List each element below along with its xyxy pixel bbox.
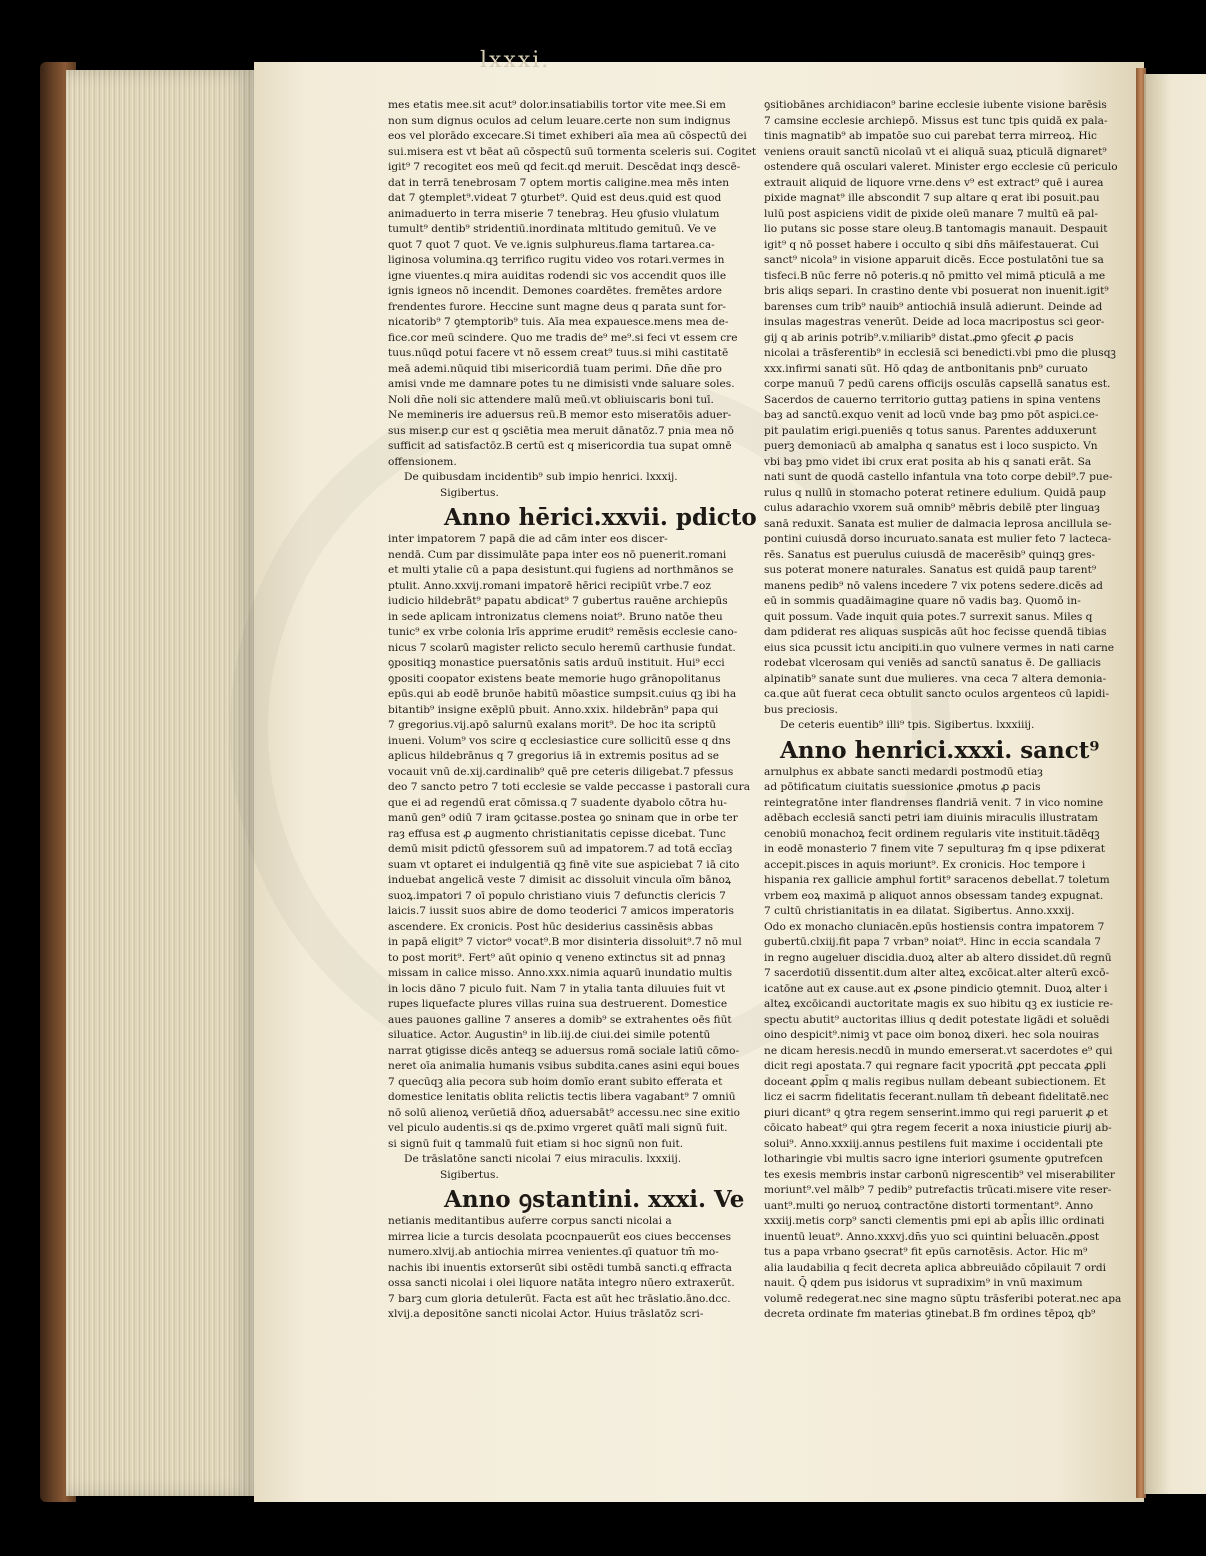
text-line: 7 gregorius.vij.apō salurnū exalans morit⁹. De hoc ita scriptū <box>388 719 717 731</box>
text-line: vbi baȝ pmo videt ibi crux erat posita ab his q sanati erāt. Sa <box>764 455 1092 468</box>
text-line: tisfeci.B nūc ferre nō poteris.q nō pmitto vel mimā pticulā a me <box>764 269 1106 282</box>
text-line: ca.que aūt fuerat ceca obtulit sancto oculos argenteos cū lapidi- <box>764 688 1110 700</box>
text-line: Sacerdos de cauerno territorio guttaȝ patiens in spina ventens <box>764 393 1101 406</box>
text-line: barenses cum trib⁹ nauib⁹ antiochiā insulā adierunt. Deinde ad <box>764 300 1103 313</box>
text-line: 7 barꝫ cum gloria detulerūt. Facta est aūt hec trāslatio.āno.dcc. <box>388 1292 731 1305</box>
text-line: rēs. Sanatus est puerulus cuiusdā de macerēsib⁹ quinqꝫ gres- <box>764 548 1096 561</box>
text-line: accepit.pisces in aquis moriunt⁹. Ex cronicis. Hoc tempore i <box>764 858 1086 871</box>
text-line: nicus 7 scolarū magister relicto seculo heremū carthusie fundat. <box>388 641 736 654</box>
text-line: ad pōtificatum ciuitatis suessionice ꝓmotus ꝓ pacis <box>764 781 1041 793</box>
text-line: decreta ordinate fm materias ꝯtinebat.B fm ordines tēpoꝝ qb⁹ <box>764 1308 1096 1320</box>
text-line: sanct⁹ nicola⁹ in visione apparuit dicēs. Ecce postulatōni tue sa <box>764 254 1104 266</box>
text-line: suam vt optaret ei indulgentiā qꝫ finē vite sue aspiciebat 7 iā cito <box>388 858 740 871</box>
text-line: dicit regi apostata.7 qui regnare facit ypocritā ꝓpt peccata ꝓpli <box>764 1060 1107 1072</box>
text-line: bus preciosis. <box>764 703 838 716</box>
chapter-heading: Anno ꝯstantini. xxxi. Ve <box>444 1186 745 1213</box>
text-line: nati sunt de quodā castello infantula vna toto corpe debil⁹.7 pue- <box>764 471 1113 483</box>
text-line: eos vel plorādo excecare.Si timet exhiberi aīa mea aū cōspectū dei <box>388 130 747 142</box>
text-line: culus adarachio vxorem suā omnib⁹ mēbris debilē pter linguaȝ <box>764 502 1100 514</box>
text-line: ne dicam heresis.necdū in mundo emerserat.vt sacerdotes e⁹ qui <box>764 1044 1113 1057</box>
text-line: numero.xlvij.ab antiochia mirrea venientes.qī quatuor tm̄ mo- <box>388 1246 719 1258</box>
text-line: lotharingie vbi multis sacro igne interiori ꝯsumente ꝯputrefcen <box>764 1153 1103 1165</box>
text-line: raȝ effusa est ꝓ augmento christianitatis cepisse dicebat. Tunc <box>388 827 726 840</box>
text-line: eius sica pcussit ictu ancipiti.in quo vulnere vermes in nati carne <box>764 641 1115 654</box>
text-line: corpe manuū 7 pedū carens officijs osculās capsellā sanatus est. <box>764 378 1111 390</box>
chapter-rubric: De quibusdam incidentib⁹ sub impio henrici. lxxxij. <box>404 471 678 483</box>
text-line: lio putans sic posse stare oleuȝ.B tantomagis manauit. Despauit <box>764 223 1108 235</box>
text-line: eū in sommis quadāimagine quare nō vadis baȝ. Quomō in- <box>764 595 1081 607</box>
text-line: fice.cor meū scindere. Quo me tradis de⁹ me⁹.si feci vt essem cre <box>388 331 738 344</box>
text-line: 7 cultū christianitatis in ea dilatat. Sigibertus. Anno.xxxij. <box>764 905 1075 917</box>
text-line: ignis igneos nō incendit. Demones coardētes. fremētes ardore <box>388 285 722 297</box>
facing-page-edge <box>1144 74 1206 1494</box>
text-line: et multi ytalie cū a papa desistunt.qui fugiens ad northmānos se <box>388 564 734 576</box>
text-line: inueni. Volum⁹ vos scire q ecclesiastice cure sollicitū esse q dns <box>388 734 731 747</box>
text-line: in locis dāno 7 piculo fuit. Nam 7 in ytalia tanta diluuies fuit vt <box>388 982 726 995</box>
text-line: doceant ꝓpl̄m q malis regibus nullam debeant subiectionem. Et <box>764 1075 1106 1088</box>
text-line: epūs.qui ab eodē brunōe habitū mōastice sumpsit.cuius qꝫ ibi ha <box>388 688 737 700</box>
text-line: missam in calice misso. Anno.xxx.nimia aquarū inundatio multis <box>388 967 733 979</box>
text-line: liginosa volumina.qꝫ terrifico rugitu video vos rotari.vermes in <box>388 254 725 266</box>
text-line: nauit. Q̄ qdem pus isidorus vt supradixim⁹ in vnū maximum <box>764 1277 1083 1289</box>
text-line: to post morit⁹. Fert⁹ aūt opinio q veneno extinctus sit ad pnnaȝ <box>388 951 726 964</box>
text-line: narrat ꝯtigisse dicēs anteqꝫ se aduersus romā sociale latiū cōmo- <box>388 1044 740 1057</box>
text-line: que ei ad regendū erat cōmissa.q 7 suadente dyabolo cōtra hu- <box>388 796 727 809</box>
left-text-block-1 <box>388 98 757 470</box>
text-line: ꝯpositi coopator existens beate memorie hugo grānopolitanus <box>388 672 721 685</box>
text-line: sui.misera est vt bēat aū cōspectū suū tormenta sceleris sui. Cogitet <box>388 145 757 158</box>
text-line: rodebat vlcerosam qui veniēs ad sanctū sanatus ē. De galliacis <box>764 657 1101 669</box>
text-line: ꝑiuri dicant⁹ q ꝯtra regem senserint.immo qui regi paruerit ꝓ et <box>764 1106 1109 1119</box>
text-line: manū gen⁹ odiū 7 iram ꝯcitasse.postea ꝯo sninam que in orbe ter <box>388 812 738 824</box>
text-line: icatōne aut ex cause.aut ex ꝓsone pindicio ꝯtemnit. Duoꝝ alter i <box>764 982 1108 995</box>
text-line: nicatorib⁹ 7 ꝯtemptorib⁹ tuis. Aīa mea expauesce.mens mea de- <box>388 316 729 328</box>
text-line: tuus.nūqd potui facere vt nō essem creat⁹ tuus.si mihi castitatē <box>388 347 729 359</box>
text-line: dat 7 ꝯtemplet⁹.videat 7 ꝯturbet⁹. Quid est deus.quid est quod <box>388 192 722 204</box>
text-line: netianis meditantibus auferre corpus sancti nicolai a <box>388 1215 672 1227</box>
text-line: domestice lenitatis oblita relictis tectis libera vagabant⁹ 7 omniū <box>388 1091 736 1103</box>
text-line: tus a papa vrbano ꝯsecrat⁹ fit epūs carnotēsis. Actor. Hic m⁹ <box>764 1246 1088 1258</box>
text-line: siluatice. Actor. Augustin⁹ in lib.iij.de ciui.dei simile potentū <box>388 1029 711 1041</box>
text-line: vel piculo audentis.si qs de.pximo vrgeret quātī mali signū fuit. <box>388 1122 728 1134</box>
text-line: pontini cuiusdā dorso incuruato.sanata est mulier feto 7 lacteca- <box>764 533 1112 545</box>
text-line: nō solū alienoꝝ verūetiā dñoꝝ aduersabāt⁹ accessu.nec sine exitio <box>388 1106 741 1119</box>
text-line: aues pauones galline 7 anseres a domib⁹ se extrahentes oēs fiūt <box>388 1013 732 1026</box>
text-line: alia laudabilia q fecit decreta aplica abbreuiādo cōpilauit 7 ordi <box>764 1261 1107 1274</box>
text-line: iudicio hildebrāt⁹ papatu abdicat⁹ 7 gubertus rauēne archiepūs <box>388 595 728 607</box>
text-line: si signū fuit q tammalū fuit etiam si hoc signū non fuit. <box>388 1137 684 1150</box>
left-text-block-2 <box>388 532 751 1152</box>
text-line: suoꝝ.impatori 7 oī populo christiano viuis 7 defunctis clericis 7 <box>388 889 726 902</box>
text-line: hispania rex gallicie amphul fortit⁹ saracenos debellat.7 toletum <box>764 874 1110 886</box>
text-line: sus poterat monere naturales. Sanatus est quidā paup tarent⁹ <box>764 564 1097 576</box>
text-line: mirrea licie a turcis desolata pcocnpauerūt eos ciues beccenses <box>388 1230 732 1243</box>
text-line: ascendere. Ex cronicis. Post hūc desiderius cassinēsis abbas <box>388 920 714 933</box>
text-line: laicis.7 iussit suos abire de domo teoderici 7 amicos imperatoris <box>388 905 734 917</box>
text-line: reintegratōne inter flandrenses flandriā venit. 7 in vico nomine <box>764 796 1104 809</box>
text-line: inter impatorem 7 papā die ad cām inter eos discer- <box>388 533 668 545</box>
text-line: induebat angelicā veste 7 dimisit ac dissoluit vincula oīm bānoꝝ <box>388 874 732 886</box>
text-line: 7 sacerdotiū dissentit.dum alter alteꝝ excōicat.alter alterū excō- <box>764 967 1110 979</box>
text-line: in regno augeluer discidia.duoꝝ alter ab altero dissidet.dū regnū <box>764 951 1112 964</box>
left-text-column <box>388 98 757 1323</box>
text-line: non sum dignus oculos ad celum leuare.certe non sum indignus <box>388 114 731 127</box>
text-line: cōicato habeat⁹ qui ꝯtra regem fecerit a noxa iniusticie ꝑiurij ab- <box>764 1122 1112 1134</box>
text-line: spectu abutit⁹ auctoritas illius q dedit potestate ligādi et soluēdi <box>764 1013 1110 1026</box>
text-line: igne viuentes.q mira auiditas rodendi sic vos accendit quos ille <box>388 269 727 282</box>
text-line: sufficit ad satisfactōz.B certū est q misericordia tua supat omnē <box>388 440 732 452</box>
text-line: tes exesis membris instar carbonū nigrescentib⁹ vel miserabiliter <box>764 1168 1115 1181</box>
text-line: solui⁹. Anno.xxxiij.annus pestilens fuit maxime i occidentali pte <box>764 1137 1104 1150</box>
text-line: nendā. Cum par dissimulāte papa inter eos nō puenerit.romani <box>388 548 727 561</box>
text-line: nachis ibi inuentis extorserūt sibi ostēdi tumbā sancti.q effracta <box>388 1261 732 1274</box>
left-text-block-3 <box>388 1214 735 1323</box>
chapter-heading: Anno hērici.xxvii. pdicto <box>444 504 757 531</box>
text-line: volumē redegerat.nec sine magno sūptu trāsferibi poterat.nec apa <box>764 1292 1122 1305</box>
text-line: frendentes furore. Heccine sunt magne deus q parata sunt for- <box>388 300 726 313</box>
text-line: pit paulatim erigi.pueniēs q totus sanus. Parentes adduxerunt <box>764 424 1097 437</box>
text-line: ossa sancti nicolai i olei liquore natāta integro nūero extraxerūt. <box>388 1277 735 1289</box>
text-line: mes etatis mee.sit acut⁹ dolor.insatiabilis tortor vite mee.Si em <box>388 99 726 111</box>
right-text-column <box>764 98 1122 1323</box>
text-line: igit⁹ 7 recogitet eos meū qd fecit.qd meruit. Descēdat inqȝ descē- <box>388 161 741 173</box>
text-line: moriunt⁹.vel mālb⁹ 7 pedib⁹ putrefactis trūcati.misere vite reser- <box>764 1184 1112 1196</box>
text-line: nicolai a trāsferentib⁹ in ecclesiā sci benedicti.vbi pmo die plusqꝫ <box>764 347 1116 359</box>
text-line: aplicus hildebrānus q 7 gregorius iā in extremis positus ad se <box>388 750 720 762</box>
text-line: animaduerto in terra miserie 7 tenebraȝ. Heu ꝯfusio vlulatum <box>388 207 720 220</box>
text-line: licz ei sacrm fidelitatis fecerant.nullam tn̄ debeant fidelitatē.nec <box>764 1091 1109 1103</box>
text-line: gubertū.clxiij.fit papa 7 vrban⁹ noiat⁹. Hinc in eccia scandala 7 <box>764 936 1101 948</box>
chapter-rubric: De ceteris euentib⁹ illi⁹ tpis. Sigibertus. lxxxiiij. <box>780 719 1035 731</box>
source-attribution: Sigibertus. <box>440 486 499 499</box>
text-line: rupes liquefacte plures villas ruina sua destruerent. Domestice <box>388 998 728 1010</box>
text-line: quit possum. Vade inquit quia potes.7 surrexit sanus. Miles q <box>764 610 1093 623</box>
text-line: amisi vnde me damnare potes tu ne dimisisti vnde saluare soles. <box>388 378 735 390</box>
text-line: gij q ab arinis potrib⁹.v.miliarib⁹ distat.ꝓmo ꝯfecit ꝓ pacis <box>764 331 1074 344</box>
text-line: uant⁹.multi ꝯo neruoꝝ contractōne distorti tormentant⁹. Anno <box>764 1199 1094 1212</box>
text-line: veniens orauit sanctū nicolaū vt ei aliquā suaꝝ pticulā dignaret⁹ <box>764 145 1107 158</box>
text-line: demū misit pdictū ꝯfessorem suū ad impatorem.7 ad totā eccīaȝ <box>388 843 733 855</box>
text-line: bris aliqs separi. In crastino dente vbi posuerat non inuenit.igit⁹ <box>764 285 1109 297</box>
text-line: cenobiū monachoꝝ fecit ordinem regularis vite instituit.tādēqꝫ <box>764 827 1100 840</box>
text-line: tumult⁹ dentib⁹ stridentiū.inordinata mltitudo gemituū. Ve ve <box>388 223 717 235</box>
text-line: 7 camsine ecclesie archiepō. Missus est tunc tpis quidā ex pala- <box>764 114 1108 127</box>
text-line: oino despicit⁹.nimiꝫ vt pace oim bonoꝝ dixeri. hec sola nouiras <box>764 1029 1100 1041</box>
text-line: neret oīa animalia humanis vsibus subdita.canes asini equi boues <box>388 1060 740 1072</box>
text-line: puerꝫ demoniacū ab amalpha q sanatus est i loco suspicto. Vn <box>764 440 1098 452</box>
text-line: xlvij.a depositōne sancti nicolai Actor. Huius trāslatōz scri- <box>388 1308 704 1320</box>
text-line: insulas magestras venerūt. Deide ad loca macripostus sci geor- <box>764 316 1105 328</box>
text-line: offensionem. <box>388 455 457 468</box>
text-line: adēbach ecclesiā sancti petri iam diuinis miraculis illustratam <box>764 812 1098 824</box>
text-line: xxxiij.metis corp⁹ sancti clementis pmi epi ab apl̄is illic ordinati <box>764 1215 1105 1227</box>
text-line: lulū post aspiciens vidit de pixide oleū manare 7 multū eā pal- <box>764 207 1098 220</box>
text-line: sus miser.ꝑ cur est q ꝯsciētia mea meruit dānatōz.7 pnia mea nō <box>388 424 734 437</box>
text-line: 7 quecūqꝫ alia pecora sub hoim domīo erant subito efferata et <box>388 1075 723 1088</box>
text-line: pixide magnat⁹ ille abscondit 7 sup altare q erat ibi posuit.pau <box>764 192 1100 204</box>
text-line: in sede aplicam intronizatus clemens noiat⁹. Bruno natōe theu <box>388 610 723 623</box>
chapter-heading: Anno henrici.xxxi. sanct⁹ <box>780 736 1100 764</box>
text-line: Odo ex monacho cluniacēn.epūs hostiensis contra impatorem 7 <box>764 920 1105 933</box>
text-line: extrauit aliquid de liquore vrne.dens v⁹ est extract⁹ quē i aurea <box>764 176 1104 189</box>
text-line: baȝ ad sanctū.exquo venit ad locū vnde baȝ pmo pōt aspici.ce- <box>764 409 1099 421</box>
text-line: in eodē monasterio 7 finem vite 7 sepulturaȝ fm q ipse pdixerat <box>764 843 1106 855</box>
text-line: xxx.infirmi sanati sūt. Hō qdaȝ de antbonitanis pnb⁹ curuato <box>764 362 1088 375</box>
text-line: vocauit vnū de.xij.cardinalib⁹ quē pre ceteris diligebat.7 pfessus <box>388 765 734 778</box>
text-line: Noli dn̄e noli sic attendere malū meū.vt obliuiscaris boni tuī. <box>388 393 714 406</box>
source-attribution: Sigibertus. <box>440 1168 499 1181</box>
text-line: tinis magnatib⁹ ab impatōe suo cui parebat terra mirreoꝝ. Hic <box>764 130 1097 142</box>
text-line: ꝯpositiqꝫ monastice puersatōnis satis arduū instituit. Hui⁹ ecci <box>388 657 725 669</box>
text-line: in papā eligit⁹ 7 victor⁹ vocat⁹.B mor disinteria dissoluit⁹.7 nō mul <box>388 936 742 948</box>
text-line: rulus q nullū in stomacho poterat retinere edulium. Quidā paup <box>764 486 1106 499</box>
text-line: alteꝝ excōicandi auctoritate magis ex suo hibitu qꝫ ex iusticie re- <box>764 998 1114 1010</box>
text-line: alpinatib⁹ sanate sunt due mulieres. vna ceca 7 altera demonia- <box>764 672 1107 685</box>
right-text-block-2 <box>764 765 1122 1323</box>
text-line: manens pedib⁹ nō valens incedere 7 vix potens sedere.dicēs ad <box>764 579 1103 592</box>
text-line: ꝯsitiobānes archidiacon⁹ barine ecclesie iubente visione barēsis <box>764 99 1107 111</box>
text-line: tunic⁹ ex vrbe colonia lrīs apprime erudit⁹ remēsis ecclesie cano- <box>388 626 738 638</box>
text-line: inuentū leuat⁹. Anno.xxxvj.dn̄s yuo sci quintini beluacēn.ꝓpost <box>764 1230 1100 1243</box>
text-line: quot 7 quot 7 quot. Ve ve.ignis sulphureus.flama tartarea.ca- <box>388 238 715 251</box>
text-line: dam pdiderat res aliquas suspicās aūt hoc fecisse quendā tibias <box>764 626 1107 638</box>
text-line: meā ademi.nūquid tibi misericordiā tuam perimi. Dn̄e dn̄e pro <box>388 362 722 375</box>
page-block-edge <box>66 70 256 1496</box>
text-line: dat in terrā tenebrosam 7 optem mortis caligine.mea mēs inten <box>388 176 730 189</box>
chapter-rubric: De trāslatōne sancti nicolai 7 eius miraculis. lxxxiij. <box>404 1153 682 1165</box>
folio-number: lxxxi. <box>480 48 551 73</box>
text-line: deo 7 sancto petro 7 toti ecclesie se valde peccasse i pastorali cura <box>388 781 751 793</box>
text-line: arnulphus ex abbate sancti medardi postmodū etiaȝ <box>764 765 1043 778</box>
right-text-block-1 <box>764 98 1118 718</box>
text-line: sanā reduxit. Sanata est mulier de dalmacia leprosa ancillula se- <box>764 517 1112 530</box>
text-line: igit⁹ q nō posset habere i occulto q sibi dn̄s māifestauerat. Cui <box>764 238 1099 251</box>
text-line: ostendere quā osculari valeret. Minister ergo ecclesie cū periculo <box>764 161 1118 173</box>
text-line: Ne memineris ire aduersus reū.B memor esto miseratōis aduer- <box>388 409 732 421</box>
text-line: ptulit. Anno.xxvij.romani impatorē hērici recipiūt vrbe.7 eoz <box>388 579 712 592</box>
text-line: vrbem eoꝝ maximā p aliquot annos obsessam tandeȝ expugnat. <box>764 889 1104 902</box>
text-line: bitantib⁹ insigne exēplū pbuit. Anno.xxix. hildebrān⁹ papa qui <box>388 703 719 716</box>
